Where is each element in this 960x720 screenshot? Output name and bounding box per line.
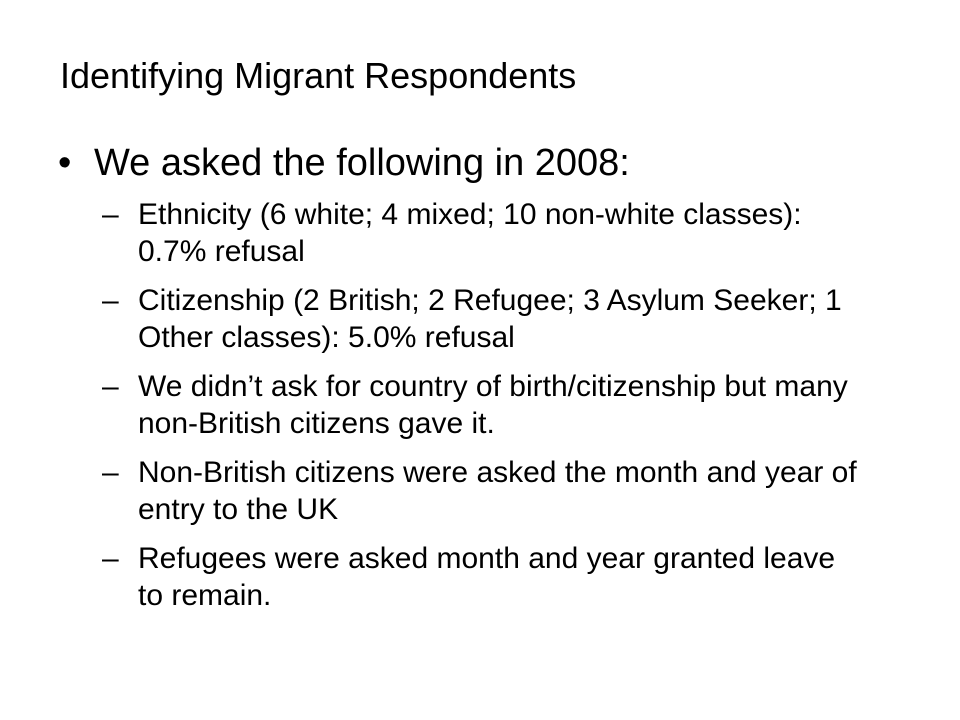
main-bullet-text: We asked the following in 2008: — [94, 142, 630, 184]
dash-marker: – — [102, 198, 119, 231]
dash-marker: – — [102, 542, 119, 575]
sub-bullet-text: Refugees were asked month and year granted leave to remain. — [138, 542, 836, 612]
sub-bullet-entry-date — [102, 454, 862, 528]
sub-bullet-citizenship — [102, 282, 862, 356]
sub-bullet-text: Citizenship (2 British; 2 Refugee; 3 Asylum Seeker; 1 Other classes): 5.0% refusal — [138, 284, 842, 354]
sub-bullet-ethnicity — [102, 196, 862, 270]
sub-bullet-country-of-birth — [102, 368, 862, 442]
sub-bullet-text: Ethnicity (6 white; 4 mixed; 10 non-white classes): 0.7% refusal — [138, 198, 802, 268]
sub-bullet-text: We didn’t ask for country of birth/citizenship but many non-British citizens gave it. — [138, 370, 848, 440]
dash-marker: – — [102, 370, 119, 403]
sub-bullet-list — [102, 196, 862, 626]
dash-marker: – — [102, 284, 119, 317]
bullet-marker: • — [58, 142, 72, 184]
sub-bullet-leave-to-remain — [102, 540, 862, 614]
sub-bullet-text: Non-British citizens were asked the month and year of entry to the UK — [138, 456, 857, 526]
dash-marker: – — [102, 456, 119, 489]
main-bullet — [58, 140, 918, 186]
slide-title: Identifying Migrant Respondents — [60, 55, 577, 96]
